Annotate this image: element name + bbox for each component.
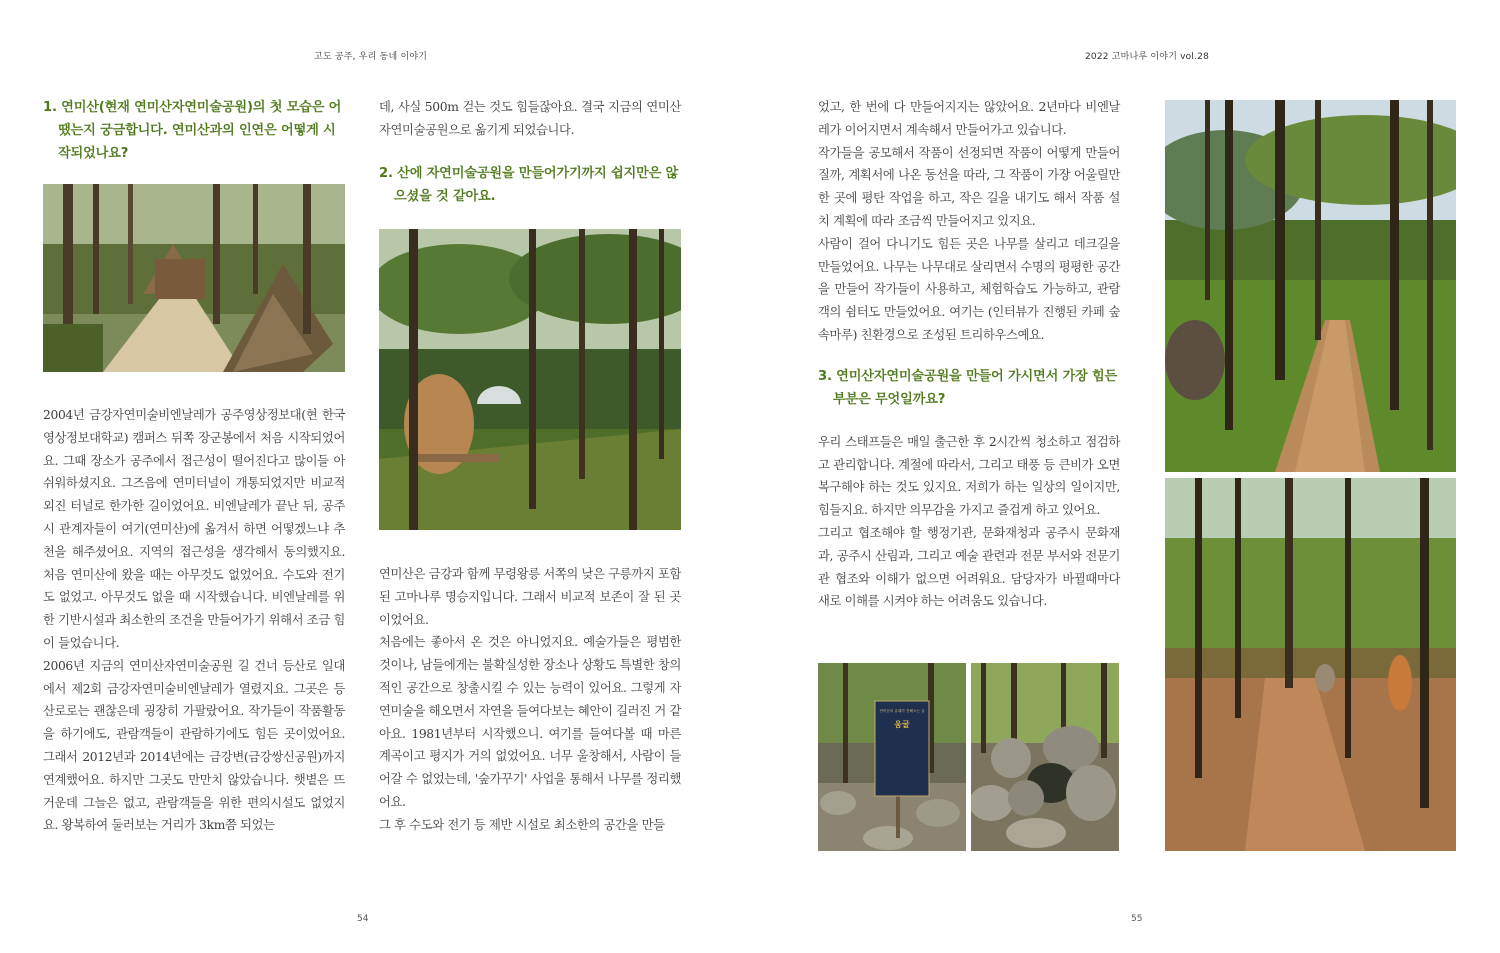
- question-2: 2. 산에 자연미술공원을 만들어가기까지 쉽지만은 않으셨을 것 같아요.: [379, 165, 679, 204]
- page-number-left: 54: [357, 914, 369, 924]
- paragraph: 사람이 걸어 다니기도 힘든 곳은 나무를 살리고 데크길을 만들었어요. 나무는 나무대로 살리면서 수명의 평평한 공간을 만들어 작가들이 사용하고, 체험학습도 가능하고, 관람객의 쉼터도 만들었어요. 여기는 (인터뷰가 진행된 카페 숲속마루) 친환경으로 조성된 트리하우스예요.: [818, 236, 1120, 342]
- question-1: 1. 연미산(현재 연미산자연미술공원)의 첫 모습은 어땠는지 궁금합니다. 연미산과의 인연은 어떻게 시작되었나요?: [43, 100, 342, 161]
- photo-forest-trail-top: [1165, 100, 1456, 472]
- photo-rock-cave: [971, 663, 1119, 851]
- page-number-right: 55: [1131, 914, 1143, 924]
- column-2: [379, 96, 681, 208]
- column-1-body: [43, 404, 345, 837]
- paragraph: 우리 스태프들은 매일 출근한 후 2시간씩 청소하고 점검하고 관리합니다. 계절에 따라서, 그리고 태풍 등 큰비가 오면 복구해야 하는 것도 있지요. 저희가 하는 일상의 일이지만, 힘들지요. 하지만 의무감을 가지고 즐겁게 하고 있어요.: [818, 434, 1120, 518]
- paragraph: 었고, 한 번에 다 만들어지지는 않았어요. 2년마다 비엔날레가 이어지면서 계속해서 만들어가고 있습니다.: [818, 100, 1120, 137]
- question-3: 3. 연미산자연미술공원을 만들어 가시면서 가장 힘든 부분은 무엇일까요?: [818, 368, 1118, 407]
- paragraph: 연미산은 금강과 함께 무령왕릉 서쪽의 낮은 구릉까지 포함된 고마나루 명승지입니다. 그래서 비교적 보존이 잘 된 곳이었어요.: [379, 567, 681, 627]
- column-3: [818, 96, 1120, 613]
- running-header-right: 2022 고마나루 이야기 vol.28: [1085, 52, 1209, 62]
- paragraph: 작가들을 공모해서 작품이 선정되면 작품이 어떻게 만들어질까, 계획서에 나온 동선을 따라, 그 작품이 가장 어울릴만한 곳에 평탄 작업을 하고, 작은 길을 내기도 해서 작품 설치 계획에 따라 조금씩 만들어지고 있지요.: [818, 145, 1120, 228]
- photo-pavilion-path: [43, 184, 345, 372]
- photo-forest-nest-sculpture: [379, 229, 681, 530]
- paragraph: 그 후 수도와 전기 등 제반 시설로 최소한의 공간을 만들: [379, 817, 665, 832]
- sign-title: 움굴: [894, 720, 910, 729]
- photo-forest-trail-bottom: [1165, 478, 1456, 851]
- sign-subtitle: 연미산의 유래가 전해오는 굴: [879, 709, 925, 713]
- paragraph: 처음에는 좋아서 온 것은 아니었지요. 예술가들은 평범한 것이나, 남들에게는 불확실성한 장소나 상황도 특별한 창의적인 공간으로 창출시킬 수 있는 능력이 있어요. 그렇게 자연미술을 해오면서 자연을 들여다보는 혜안이 길러진 거 같아요. 1981년부터 시작했으니. 여기를 들여다볼 때 마른 계곡이고 평지가 거의 없었어요. 너무 울창해서, 사람이 들어갈 수 없었는데, '숲가꾸기' 사업을 통해서 나무를 정리했어요.: [379, 635, 681, 809]
- column-1: [43, 96, 345, 165]
- column-2-body: [379, 563, 681, 837]
- paragraph: 데, 사실 500m 걷는 것도 힘들잖아요. 결국 지금의 연미산자연미술공원으로 옮기게 되었습니다.: [379, 100, 681, 137]
- paragraph: 그리고 협조해야 할 행정기관, 문화재청과 공주시 문화재과, 공주시 산림과, 그리고 예술 관련과 전문 부서와 전문기관 협조와 이해가 없으면 어려워요. 담당자가 바뀔때마다 새로 이해를 시켜야 하는 어려움도 있습니다.: [818, 525, 1120, 609]
- paragraph: 2006년 지금의 연미산자연미술공원 길 건너 등산로 일대에서 제2회 금강자연미술비엔날레가 열렸지요. 그곳은 등산로로는 괜찮은데 굉장히 가팔랐어요. 작가들이 작품활동을 하기에도, 관람객들이 관람하기에도 힘든 곳이었어요. 그래서 2012년과 2014년에는 금강변(금강쌍신공원)까지 연계했어요. 하지만 그곳도 만만치 않았습니다. 햇볕은 뜨거운데 그늘은 없고, 관람객들을 위한 편의시설도 없었지요. 왕복하여 둘러보는 거리가 3km쯤 되었는: [43, 658, 345, 833]
- paragraph: 2004년 금강자연미술비엔날레가 공주영상정보대(현 한국영상정보대학교) 캠퍼스 뒤쪽 장군봉에서 처음 시작되었어요. 그때 장소가 공주에서 접근성이 떨어진다고 많이들 아쉬워하셨지요. 그즈음에 연미터널이 개통되었지만 비교적 외진 터널로 한가한 길이었어요. 비엔날레가 끝난 뒤, 공주시 관계자들이 여기(연미산)에 옮겨서 하면 어떻겠느냐 추천을 해주셨어요. 지역의 접근성을 생각해서 동의했지요. 처음 연미산에 왔을 때는 아무것도 없었어요. 수도와 전기도 없었고. 아무것도 없을 때 시작했습니다. 비엔날레를 위한 기반시설과 최소한의 조건을 만들어가기 위해서 조금 힘이 들었습니다.: [43, 408, 345, 650]
- photo-cave-sign: [818, 663, 966, 851]
- running-header-left: 고도 공주, 우리 동네 이야기: [314, 52, 428, 62]
